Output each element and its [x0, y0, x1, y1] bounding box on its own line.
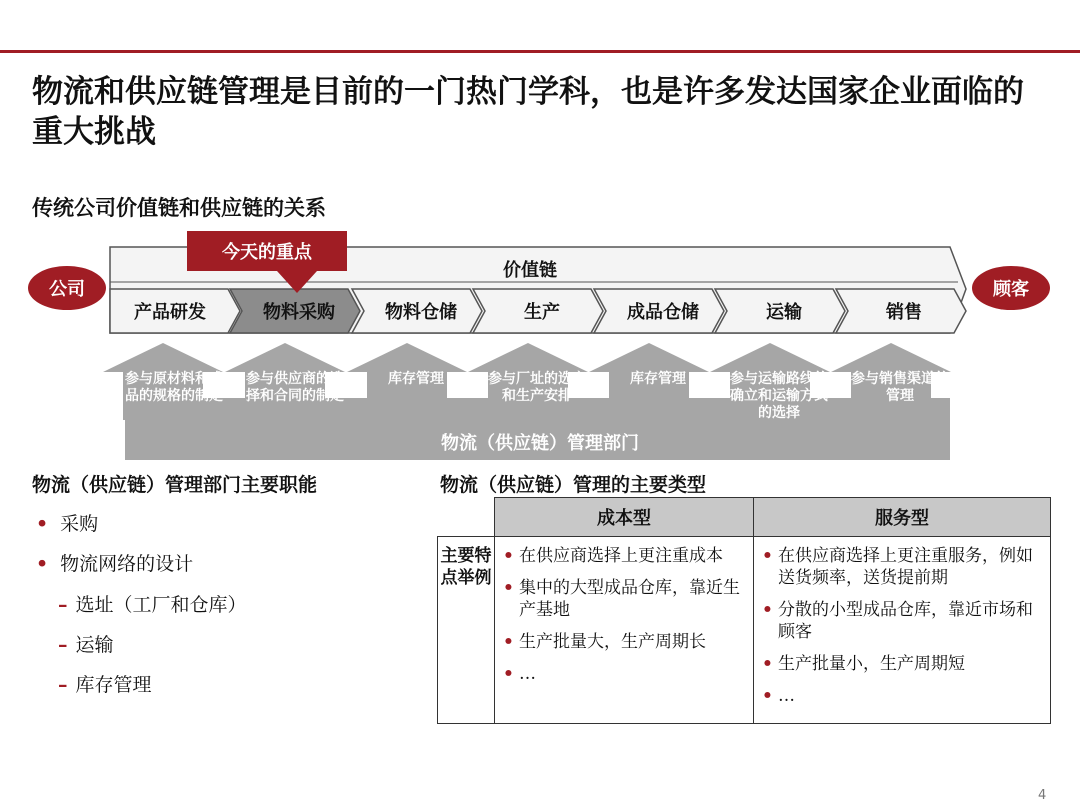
step-rnd: 产品研发 — [134, 302, 206, 323]
step-material-storage: 物料仓储 — [385, 302, 457, 323]
table-corner — [438, 498, 495, 537]
cost-cell — [495, 537, 754, 724]
page-number: 4 — [1038, 788, 1047, 803]
col-cost: 成本型 — [495, 498, 754, 537]
service-item: • 生产批量小，生产周期短 — [760, 653, 1044, 675]
step-transport: 运输 — [766, 302, 802, 323]
page-title: 物流和供应链管理是目前的一门热门学科，也是许多发达国家企业面临的重大挑战 — [32, 74, 1024, 150]
cost-item: • 生产批量大，生产周期长 — [501, 631, 747, 653]
service-item: • 在供应商选择上更注重服务，例如送货频率，送货提前期 — [760, 545, 1044, 589]
function-item: • 采购 — [36, 513, 99, 535]
service-cell — [754, 537, 1051, 724]
step-sales: 销售 — [886, 302, 922, 323]
duty-suppliers: 参与供应商的选择和合同的制定 — [246, 371, 344, 404]
cost-item: • 集中的大型成品仓库，靠近生产基地 — [501, 577, 747, 621]
step-finished-storage: 成品仓储 — [627, 302, 699, 323]
duty-transport: 参与运输路线的确立和运输方式的选择 — [730, 371, 828, 421]
step-procurement: 物料采购 — [263, 302, 335, 323]
duty-inventory-1: 库存管理 — [388, 371, 444, 387]
cost-item: • … — [501, 663, 747, 685]
step-production: 生产 — [524, 302, 560, 323]
dept-label: 物流（供应链）管理部门 — [441, 433, 639, 454]
col-service: 服务型 — [754, 498, 1051, 537]
types-heading: 物流（供应链）管理的主要类型 — [440, 474, 707, 496]
duty-specs: 参与原材料和成品的规格的制定 — [125, 371, 223, 404]
callout-pointer — [277, 271, 317, 293]
function-subitem: – 选址（工厂和仓库） — [58, 594, 247, 616]
value-chain-label: 价值链 — [503, 260, 557, 281]
duty-inventory-2: 库存管理 — [630, 371, 686, 387]
duty-site: 参与厂址的选定和生产安排 — [488, 371, 586, 404]
function-subitem: – 库存管理 — [58, 674, 152, 696]
duty-sales-channel: 参与销售渠道的管理 — [851, 371, 949, 404]
diagram-subtitle: 传统公司价值链和供应链的关系 — [32, 195, 326, 220]
types-table — [437, 497, 1051, 724]
function-item: • 物流网络的设计 — [36, 553, 194, 575]
customer-oval: 顾客 — [972, 266, 1050, 310]
row-label: 主要特点举例 — [438, 537, 495, 724]
functions-heading: 物流（供应链）管理部门主要职能 — [32, 474, 318, 496]
service-item: • … — [760, 685, 1044, 707]
service-item: • 分散的小型成品仓库，靠近市场和顾客 — [760, 599, 1044, 643]
cost-item: • 在供应商选择上更注重成本 — [501, 545, 747, 567]
company-oval: 公司 — [28, 266, 106, 310]
function-subitem: – 运输 — [58, 634, 114, 656]
focus-callout: 今天的重点 — [187, 231, 347, 271]
